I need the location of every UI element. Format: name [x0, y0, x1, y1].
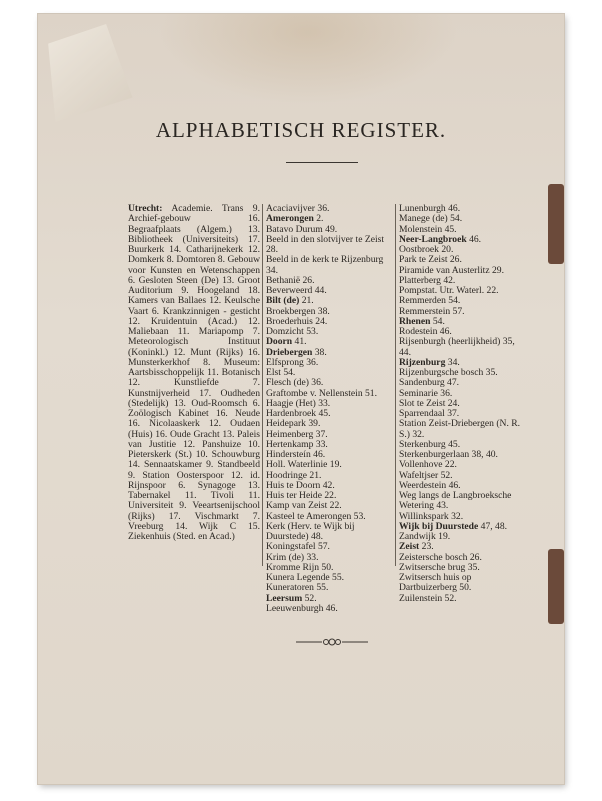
index-entry-text: Remmerstein 57.: [399, 305, 465, 317]
index-entry-text: Kunera Legende 55.: [266, 572, 345, 583]
index-entry-text: Hertenkamp 33.: [266, 438, 328, 450]
index-column-1: [128, 204, 260, 542]
index-entry-text: Kromme Rijn 50.: [266, 561, 334, 573]
index-entry-text: Rijsenburgh (heerlijkheid) 35, 44.: [399, 336, 515, 358]
index-entry-text: Elfsprong 36.: [266, 356, 319, 368]
index-entry-text: 38.: [312, 346, 327, 358]
folded-corner: [37, 24, 143, 122]
index-entry-place: Driebergen: [266, 346, 313, 358]
index-entry-text: Sterkenburg 45.: [399, 438, 461, 450]
index-entry-text: 41.: [292, 336, 307, 348]
index-entry-text: Pompstat. Utr. Waterl. 22.: [399, 285, 499, 296]
index-entry-text: Sterkenburgerlaan 38, 40.: [399, 449, 498, 460]
binding-thread-bottom: [548, 549, 564, 624]
index-entry-text: Kerk (Herv. te Wijk bij Duurstede) 48.: [266, 520, 355, 542]
index-entry-place: Bilt (de): [266, 295, 300, 307]
index-entry-text: Kasteel te Amerongen 53.: [266, 510, 366, 522]
index-entry: [266, 235, 394, 256]
index-entry-place: Neer-Langbroek: [399, 233, 467, 245]
index-column-3: [395, 203, 527, 604]
index-entry-text: Hoodringe 21.: [266, 469, 322, 481]
index-entry-text: Leeuwenburgh 46.: [266, 602, 338, 614]
index-entry-place: Leersum: [266, 592, 303, 604]
index-entry-text: Remmerden 54.: [399, 295, 461, 307]
index-entry-text: Seminarie 36.: [399, 387, 453, 399]
index-entry-place: Rijzenburg: [399, 356, 446, 368]
index-entry: [399, 491, 527, 512]
index-entry-text: 23.: [419, 541, 434, 553]
index-entry-text: Zandwijk 19.: [399, 531, 451, 542]
index-entry: [266, 255, 394, 276]
index-entry-text: Zeistersche bosch 26.: [399, 551, 482, 563]
index-entry-text: Slot te Zeist 24.: [399, 397, 460, 409]
index-entry-text: Elst 54.: [266, 367, 296, 378]
index-entry-text: Huis te Doorn 42.: [266, 479, 335, 491]
index-entry-place: Utrecht:: [128, 203, 163, 214]
index-entry-text: Park te Zeist 26.: [399, 254, 462, 266]
index-entry-text: Flesch (de) 36.: [266, 377, 324, 389]
index-entry: [128, 204, 260, 542]
index-entry-text: Rijzenburgsche bosch 35.: [399, 367, 498, 378]
index-entry-text: Acaciavijver 36.: [266, 203, 330, 214]
index-entry-text: 34.: [445, 356, 460, 368]
index-entry-text: Holl. Waterlinie 19.: [266, 459, 342, 471]
index-entry-text: Hindersteín 46.: [266, 449, 326, 460]
index-entry-text: Kamp van Zeist 22.: [266, 500, 342, 512]
index-entry-text: Beverweerd 44.: [266, 285, 327, 296]
index-entry-text: Sandenburg 47.: [399, 377, 460, 389]
index-entry-text: Hardenbroek 45.: [266, 408, 331, 419]
ornament-divider: [296, 636, 368, 648]
index-entry-text: Beeld in den slotvijver te Zeist 28.: [266, 233, 385, 255]
index-entry-text: 46.: [466, 233, 482, 245]
index-entry-text: 52.: [302, 592, 317, 604]
index-column-2: [262, 203, 394, 614]
index-entry-place: Wijk bij Duurstede: [399, 520, 479, 532]
index-entry: [399, 337, 527, 358]
index-entry: [266, 522, 394, 543]
scanned-page: [38, 14, 564, 784]
index-entry-text: Beeld in de kerk te Rijzenburg 34.: [266, 254, 384, 276]
index-entry-text: Willinkspark 32.: [399, 510, 464, 522]
index-entry-text: Heimenberg 37.: [266, 428, 328, 440]
index-entry-place: Amerongen: [266, 213, 314, 225]
index-entry-text: 2.: [313, 213, 324, 225]
index-entry-text: 54.: [430, 315, 445, 327]
index-entry-text: Zuilenstein 52.: [399, 592, 457, 604]
index-entry-place: Rhenen: [399, 315, 431, 327]
index-entry-text: Lunenburgh 46.: [399, 203, 461, 214]
index-entry: [399, 419, 527, 440]
index-entry-text: Molenstein 45.: [399, 223, 457, 235]
index-entry: [399, 573, 527, 594]
water-stain: [158, 14, 458, 104]
index-entry-text: Zwitsersche brug 35.: [399, 561, 480, 573]
index-entry: [266, 604, 394, 614]
binding-thread-top: [548, 184, 564, 264]
index-entry-text: Academie. Trans 9. Archief-gebouw 16. Begraafplaats (Algem.) 13. Bibliotheek (Universiteits) 17. Buurkerk 14. Catharijnekerk 12. Domkerk 8. Domtoren 8. Gebouw voor Kunsten en Wetenschappen 6. Gesloten Steen (De) 13. Groot Auditorium 9. Hoogeland 18. Kamers van Ballaes 12. Keulsche Vaart 6. Krankzinnigen - gesticht 12. Kruidentuin (Acad.) 12. Maliebaan 11. Mariapomp 7. Meteorologisch Instituut (Koninkl.) 12. Munt (Rijks) 16. Munsterkerkhof 8. Museum: Aartsbisschoppelijk 11. Botanisch 12. Kunstliefde 7. Kunstnijverheid 17. Oudheden (Stedelijk) 13. Oud-Roomsch 6. Zoölogisch Kabinet 16. Neude 16. Nicolaaskerk 12. Oudaen (Huis) 16. Oude Gracht 13. Paleis van Justitie 12. Panshuize 10. Pieterskerk (St.) 10. Schouwburg 14. Sennaatskamer 9. Standbeeld 9. Station Oosterspoor 12. id. Rijnspoor 6. Synagoge 13. Tabernakel 11. Tivoli 11. Universiteit 9. Veeartsenijschool (Rijks) 17. Vischmarkt 7. Vreeburg 14. Wijk C 15. Ziekenhuis (Sted. en Acad.): [128, 203, 260, 542]
index-entry-text: Huis ter Heide 22.: [266, 490, 337, 501]
index-entry-text: Bethanië 26.: [266, 274, 315, 286]
index-entry: [399, 594, 527, 604]
index-entry-text: Kuneratoren 55.: [266, 582, 329, 594]
index-entry-text: Oostbroek 20.: [399, 244, 454, 255]
index-entry-text: 21.: [299, 295, 314, 307]
index-entry-text: Sparrendaal 37.: [399, 408, 460, 419]
index-entry-text: Graftombe v. Nellenstein 51.: [266, 387, 378, 399]
index-entry-text: Rodestein 46.: [399, 326, 452, 337]
index-entry-text: Krim (de) 33.: [266, 551, 319, 563]
index-entry-text: Station Zeist-Driebergen (N. R. S.) 32.: [399, 418, 521, 440]
index-entry-text: Heidepark 39.: [266, 418, 321, 430]
index-entry-text: Domzicht 53.: [266, 326, 319, 337]
index-entry-text: 47, 48.: [478, 520, 508, 532]
index-entry-place: Zeist: [399, 541, 420, 553]
index-entry-text: Haagje (Het) 33.: [266, 397, 331, 409]
index-entry-text: Weerdestein 46.: [399, 479, 461, 491]
index-entry-text: Batavo Durum 49.: [266, 223, 338, 235]
page-title: ALPHABETISCH REGISTER.: [155, 118, 447, 142]
title-rule: [286, 162, 358, 163]
index-entry-text: Vollenhove 22.: [399, 459, 457, 471]
index-entry-text: Wafeltjser 52.: [399, 469, 453, 481]
index-entry-text: Broekbergen 38.: [266, 305, 330, 317]
index-entry-text: Manege (de) 54.: [399, 213, 463, 225]
index-entry-text: Broederhuis 24.: [266, 315, 328, 327]
index-entry-text: Zwitsersch huis op Dartbuizerberg 50.: [399, 572, 472, 594]
index-entry-text: Weg langs de Langbroeksche Wetering 43.: [399, 490, 512, 512]
index-entry-text: Koningstafel 57.: [266, 541, 330, 553]
index-entry-text: Piramide van Austerlitz 29.: [399, 264, 504, 276]
index-entry-place: Doorn: [266, 336, 293, 348]
index-entry-text: Platterberg 42.: [399, 274, 456, 286]
